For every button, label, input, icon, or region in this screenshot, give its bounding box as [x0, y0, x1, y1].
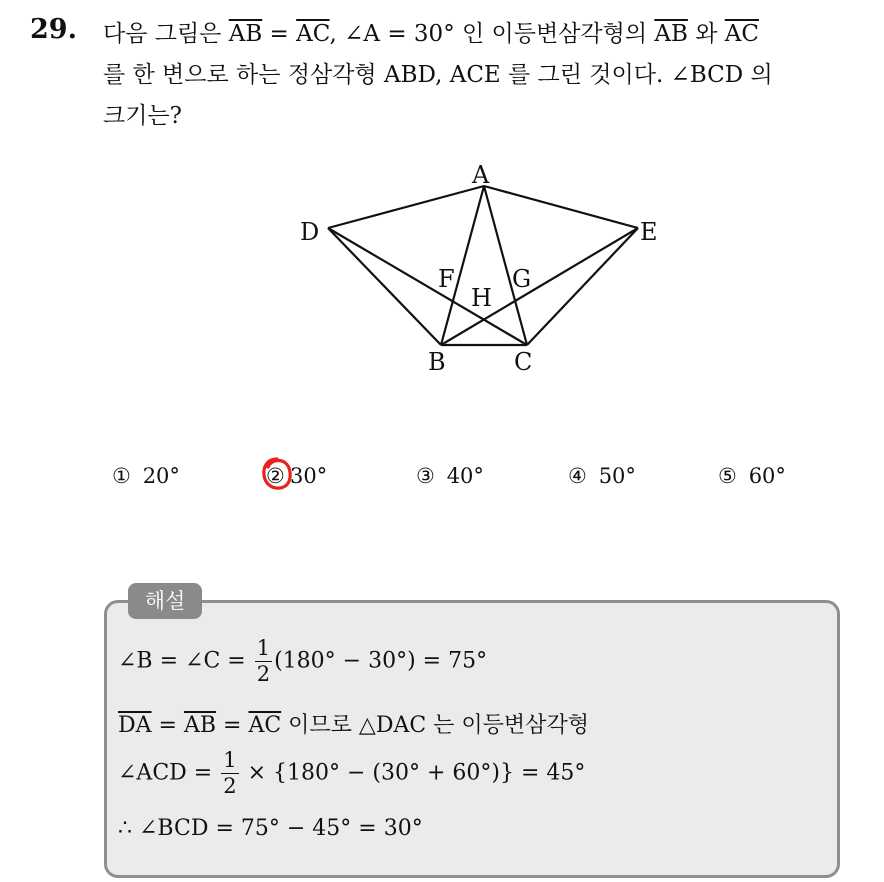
question-line-3: 크기는? — [103, 103, 182, 129]
point-label-b: B — [428, 348, 446, 376]
point-label-g: G — [512, 265, 532, 293]
solution-line-4: ∴ ∠BCD = 75° − 45° = 30° — [118, 816, 423, 841]
edge-e-c — [527, 228, 638, 345]
segment-ac: $\overline{AC}$ — [296, 21, 330, 47]
solution-line-2: $\overline{DA} = \overline{AB} = \overline{AC}$ 이므로 △DAC 는 이등변삼각형 — [118, 713, 589, 738]
answer-mark-icon — [260, 456, 294, 492]
point-label-c: C — [514, 348, 533, 376]
point-label-d: D — [300, 218, 320, 246]
point-label-e: E — [640, 218, 658, 246]
choice-2[interactable]: ② 30° — [266, 464, 327, 488]
segment-ab: $\overline{AB}$ — [654, 21, 688, 47]
solution-line-1: ∠B = ∠C = $\frac{1}{2}$ (180° − 30°) = 75° — [118, 636, 488, 686]
geometry-figure — [0, 0, 884, 420]
segment-ab: $\overline{AB}$ — [228, 21, 263, 47]
choice-1[interactable]: ① 20° — [112, 464, 180, 488]
point-label-h: H — [471, 284, 492, 312]
fraction-half: $\frac{1}{2}$ — [223, 748, 237, 798]
segment-ac: $\overline{AC}$ — [724, 21, 759, 47]
edge-a-d — [328, 186, 484, 228]
edge-d-b — [328, 228, 441, 345]
edge-a-e — [484, 186, 638, 228]
solution-line-3: ∠ACD = $\frac{1}{2}$ × {180° − (30° + 60°)} = 45° — [118, 748, 586, 798]
point-label-f: F — [438, 265, 455, 293]
point-label-a: A — [472, 161, 490, 189]
choice-4[interactable]: ④ 50° — [568, 464, 636, 488]
choice-5[interactable]: ⑤ 60° — [718, 464, 786, 488]
edge-d-c — [328, 228, 527, 345]
fraction-half: $\frac{1}{2}$ — [256, 636, 271, 686]
question-line-1: 다음 그림은 $\overline{AB} = \overline{AC}$, ∠A = 30° 인 이등변삼각형의 $\overline{AB}$ 와 $\overline{AC}$ — [103, 21, 759, 47]
question-line-2: 를 한 변으로 하는 정삼각형 ABD, ACE 를 그린 것이다. ∠BCD 의 — [103, 62, 773, 88]
answer-choices — [112, 464, 812, 500]
choice-3[interactable]: ③ 40° — [416, 464, 484, 488]
question-number: 29. — [30, 14, 77, 45]
solution-tab: 해설 — [128, 583, 202, 619]
